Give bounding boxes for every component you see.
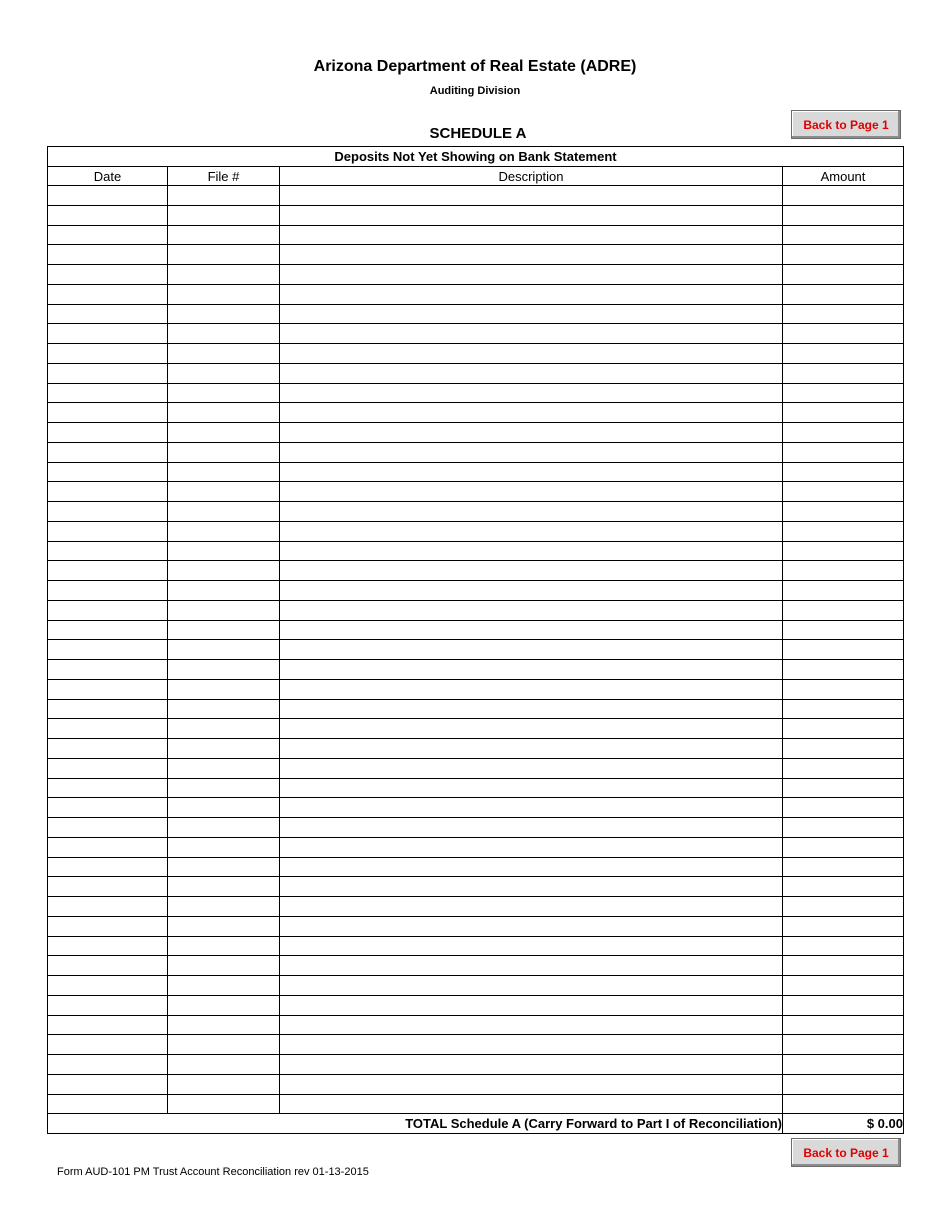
file-number-cell[interactable] [168, 245, 280, 265]
description-cell[interactable] [280, 245, 783, 265]
file-number-cell[interactable] [168, 916, 280, 936]
description-cell[interactable] [280, 699, 783, 719]
table-row [48, 423, 904, 443]
amount-cell[interactable] [783, 1055, 904, 1075]
table-row [48, 739, 904, 759]
table-row [48, 482, 904, 502]
description-cell[interactable] [280, 284, 783, 304]
file-number-cell[interactable] [168, 1015, 280, 1035]
division-subtitle: Auditing Division [429, 85, 521, 97]
description-cell[interactable] [280, 640, 783, 660]
date-cell[interactable] [48, 660, 168, 680]
table-row [48, 600, 904, 620]
file-number-cell[interactable] [168, 225, 280, 245]
amount-cell[interactable] [783, 581, 904, 601]
file-number-cell[interactable] [168, 462, 280, 482]
table-body [48, 186, 904, 1114]
file-number-cell[interactable] [168, 956, 280, 976]
table-row [48, 225, 904, 245]
date-cell[interactable] [48, 442, 168, 462]
amount-cell[interactable] [783, 423, 904, 443]
table-row [48, 818, 904, 838]
file-number-cell[interactable] [168, 995, 280, 1015]
table-row [48, 403, 904, 423]
date-cell[interactable] [48, 245, 168, 265]
table-row [48, 640, 904, 660]
description-cell[interactable] [280, 976, 783, 996]
table-row [48, 205, 904, 225]
description-cell[interactable] [280, 423, 783, 443]
description-cell[interactable] [280, 1055, 783, 1075]
file-number-cell[interactable] [168, 383, 280, 403]
description-cell[interactable] [280, 1015, 783, 1035]
date-cell[interactable] [48, 778, 168, 798]
column-header-file-number: File # [168, 167, 280, 186]
amount-cell[interactable] [783, 521, 904, 541]
description-cell[interactable] [280, 1074, 783, 1094]
file-number-cell[interactable] [168, 837, 280, 857]
description-cell[interactable] [280, 482, 783, 502]
description-cell[interactable] [280, 1035, 783, 1055]
description-cell[interactable] [280, 186, 783, 206]
file-number-cell[interactable] [168, 798, 280, 818]
amount-cell[interactable] [783, 778, 904, 798]
file-number-cell[interactable] [168, 620, 280, 640]
amount-cell[interactable] [783, 818, 904, 838]
date-cell[interactable] [48, 837, 168, 857]
amount-cell[interactable] [783, 620, 904, 640]
amount-cell[interactable] [783, 304, 904, 324]
table-row [48, 1094, 904, 1114]
date-cell[interactable] [48, 719, 168, 739]
table-row [48, 462, 904, 482]
date-cell[interactable] [48, 976, 168, 996]
table-row [48, 976, 904, 996]
table-row [48, 1074, 904, 1094]
date-cell[interactable] [48, 679, 168, 699]
form-footer: Form AUD-101 PM Trust Account Reconciliation rev 01-13-2015 [57, 1166, 369, 1178]
table-row [48, 344, 904, 364]
description-cell[interactable] [280, 679, 783, 699]
description-cell[interactable] [280, 1094, 783, 1114]
table-row [48, 936, 904, 956]
amount-cell[interactable] [783, 1074, 904, 1094]
date-cell[interactable] [48, 186, 168, 206]
file-number-cell[interactable] [168, 442, 280, 462]
file-number-cell[interactable] [168, 877, 280, 897]
table-row [48, 857, 904, 877]
amount-cell[interactable] [783, 284, 904, 304]
amount-cell[interactable] [783, 502, 904, 522]
table-row [48, 877, 904, 897]
table-row [48, 541, 904, 561]
file-number-cell[interactable] [168, 758, 280, 778]
file-number-cell[interactable] [168, 739, 280, 759]
description-cell[interactable] [280, 383, 783, 403]
description-cell[interactable] [280, 857, 783, 877]
file-number-cell[interactable] [168, 186, 280, 206]
schedule-a-table [47, 146, 904, 1134]
amount-cell[interactable] [783, 916, 904, 936]
amount-cell[interactable] [783, 837, 904, 857]
amount-cell[interactable] [783, 482, 904, 502]
amount-cell[interactable] [783, 403, 904, 423]
table-row [48, 1035, 904, 1055]
date-cell[interactable] [48, 1094, 168, 1114]
file-number-cell[interactable] [168, 1094, 280, 1114]
date-cell[interactable] [48, 857, 168, 877]
file-number-cell[interactable] [168, 778, 280, 798]
table-row [48, 995, 904, 1015]
amount-cell[interactable] [783, 1035, 904, 1055]
description-cell[interactable] [280, 363, 783, 383]
table-row [48, 265, 904, 285]
amount-cell[interactable] [783, 798, 904, 818]
total-amount: $ 0.00 [783, 1114, 904, 1134]
date-cell[interactable] [48, 521, 168, 541]
table-row [48, 324, 904, 344]
description-cell[interactable] [280, 462, 783, 482]
table-row [48, 758, 904, 778]
description-cell[interactable] [280, 442, 783, 462]
description-cell[interactable] [280, 916, 783, 936]
file-number-cell[interactable] [168, 1074, 280, 1094]
amount-cell[interactable] [783, 976, 904, 996]
amount-cell[interactable] [783, 561, 904, 581]
file-number-cell[interactable] [168, 976, 280, 996]
amount-cell[interactable] [783, 205, 904, 225]
table-row [48, 719, 904, 739]
file-number-cell[interactable] [168, 600, 280, 620]
description-cell[interactable] [280, 225, 783, 245]
amount-cell[interactable] [783, 442, 904, 462]
description-cell[interactable] [280, 778, 783, 798]
date-cell[interactable] [48, 1035, 168, 1055]
description-cell[interactable] [280, 541, 783, 561]
file-number-cell[interactable] [168, 304, 280, 324]
back-to-page-1-button-bottom[interactable]: Back to Page 1 [791, 1138, 901, 1167]
table-row [48, 581, 904, 601]
table-row [48, 798, 904, 818]
table-row [48, 245, 904, 265]
table-row [48, 699, 904, 719]
description-cell[interactable] [280, 600, 783, 620]
table-row [48, 561, 904, 581]
description-cell[interactable] [280, 581, 783, 601]
date-cell[interactable] [48, 1074, 168, 1094]
table-row [48, 502, 904, 522]
date-cell[interactable] [48, 344, 168, 364]
description-cell[interactable] [280, 660, 783, 680]
column-header-date: Date [48, 167, 168, 186]
date-cell[interactable] [48, 304, 168, 324]
amount-cell[interactable] [783, 897, 904, 917]
date-cell[interactable] [48, 541, 168, 561]
file-number-cell[interactable] [168, 363, 280, 383]
description-cell[interactable] [280, 304, 783, 324]
date-cell[interactable] [48, 383, 168, 403]
file-number-cell[interactable] [168, 897, 280, 917]
file-number-cell[interactable] [168, 719, 280, 739]
description-cell[interactable] [280, 502, 783, 522]
file-number-cell[interactable] [168, 521, 280, 541]
column-header-amount: Amount [783, 167, 904, 186]
amount-cell[interactable] [783, 679, 904, 699]
amount-cell[interactable] [783, 186, 904, 206]
date-cell[interactable] [48, 620, 168, 640]
amount-cell[interactable] [783, 1015, 904, 1035]
date-cell[interactable] [48, 423, 168, 443]
amount-cell[interactable] [783, 363, 904, 383]
description-cell[interactable] [280, 521, 783, 541]
file-number-cell[interactable] [168, 541, 280, 561]
date-cell[interactable] [48, 581, 168, 601]
table-row [48, 660, 904, 680]
table-row [48, 679, 904, 699]
file-number-cell[interactable] [168, 640, 280, 660]
amount-cell[interactable] [783, 699, 904, 719]
file-number-cell[interactable] [168, 344, 280, 364]
amount-cell[interactable] [783, 383, 904, 403]
date-cell[interactable] [48, 284, 168, 304]
date-cell[interactable] [48, 225, 168, 245]
table-caption: Deposits Not Yet Showing on Bank Statement [48, 147, 904, 167]
file-number-cell[interactable] [168, 660, 280, 680]
description-cell[interactable] [280, 897, 783, 917]
date-cell[interactable] [48, 995, 168, 1015]
file-number-cell[interactable] [168, 423, 280, 443]
amount-cell[interactable] [783, 245, 904, 265]
amount-cell[interactable] [783, 660, 904, 680]
file-number-cell[interactable] [168, 502, 280, 522]
description-cell[interactable] [280, 956, 783, 976]
description-cell[interactable] [280, 324, 783, 344]
table-row [48, 521, 904, 541]
file-number-cell[interactable] [168, 1055, 280, 1075]
date-cell[interactable] [48, 936, 168, 956]
total-label: TOTAL Schedule A (Carry Forward to Part I of Reconciliation) [48, 1114, 783, 1134]
date-cell[interactable] [48, 1015, 168, 1035]
amount-cell[interactable] [783, 225, 904, 245]
file-number-cell[interactable] [168, 857, 280, 877]
amount-cell[interactable] [783, 995, 904, 1015]
column-header-description: Description [280, 167, 783, 186]
file-number-cell[interactable] [168, 324, 280, 344]
table-row [48, 186, 904, 206]
table-row [48, 383, 904, 403]
file-number-cell[interactable] [168, 818, 280, 838]
file-number-cell[interactable] [168, 1035, 280, 1055]
date-cell[interactable] [48, 739, 168, 759]
date-cell[interactable] [48, 324, 168, 344]
schedule-title: SCHEDULE A [429, 125, 527, 142]
description-cell[interactable] [280, 758, 783, 778]
description-cell[interactable] [280, 561, 783, 581]
table-row [48, 778, 904, 798]
description-cell[interactable] [280, 205, 783, 225]
date-cell[interactable] [48, 916, 168, 936]
description-cell[interactable] [280, 995, 783, 1015]
date-cell[interactable] [48, 818, 168, 838]
table-row [48, 284, 904, 304]
description-cell[interactable] [280, 719, 783, 739]
date-cell[interactable] [48, 600, 168, 620]
description-cell[interactable] [280, 798, 783, 818]
description-cell[interactable] [280, 837, 783, 857]
file-number-cell[interactable] [168, 403, 280, 423]
date-cell[interactable] [48, 502, 168, 522]
amount-cell[interactable] [783, 462, 904, 482]
date-cell[interactable] [48, 798, 168, 818]
date-cell[interactable] [48, 403, 168, 423]
amount-cell[interactable] [783, 344, 904, 364]
description-cell[interactable] [280, 818, 783, 838]
description-cell[interactable] [280, 620, 783, 640]
description-cell[interactable] [280, 265, 783, 285]
table-row [48, 1055, 904, 1075]
date-cell[interactable] [48, 482, 168, 502]
description-cell[interactable] [280, 936, 783, 956]
date-cell[interactable] [48, 1055, 168, 1075]
amount-cell[interactable] [783, 1094, 904, 1114]
amount-cell[interactable] [783, 956, 904, 976]
amount-cell[interactable] [783, 739, 904, 759]
back-to-page-1-button-top[interactable]: Back to Page 1 [791, 110, 901, 139]
total-row [48, 1114, 904, 1134]
date-cell[interactable] [48, 877, 168, 897]
date-cell[interactable] [48, 897, 168, 917]
table-row [48, 1015, 904, 1035]
amount-cell[interactable] [783, 857, 904, 877]
date-cell[interactable] [48, 265, 168, 285]
amount-cell[interactable] [783, 541, 904, 561]
organization-title: Arizona Department of Real Estate (ADRE) [313, 58, 637, 75]
amount-cell[interactable] [783, 265, 904, 285]
file-number-cell[interactable] [168, 561, 280, 581]
table-row [48, 620, 904, 640]
date-cell[interactable] [48, 561, 168, 581]
description-cell[interactable] [280, 403, 783, 423]
file-number-cell[interactable] [168, 205, 280, 225]
date-cell[interactable] [48, 758, 168, 778]
file-number-cell[interactable] [168, 482, 280, 502]
date-cell[interactable] [48, 699, 168, 719]
table-row [48, 916, 904, 936]
file-number-cell[interactable] [168, 936, 280, 956]
date-cell[interactable] [48, 462, 168, 482]
amount-cell[interactable] [783, 758, 904, 778]
description-cell[interactable] [280, 739, 783, 759]
date-cell[interactable] [48, 956, 168, 976]
file-number-cell[interactable] [168, 699, 280, 719]
amount-cell[interactable] [783, 936, 904, 956]
date-cell[interactable] [48, 205, 168, 225]
table-row [48, 442, 904, 462]
amount-cell[interactable] [783, 600, 904, 620]
table-row [48, 956, 904, 976]
table-row [48, 363, 904, 383]
file-number-cell[interactable] [168, 581, 280, 601]
amount-cell[interactable] [783, 877, 904, 897]
amount-cell[interactable] [783, 640, 904, 660]
file-number-cell[interactable] [168, 265, 280, 285]
file-number-cell[interactable] [168, 679, 280, 699]
table-row [48, 304, 904, 324]
date-cell[interactable] [48, 640, 168, 660]
table-row [48, 837, 904, 857]
description-cell[interactable] [280, 877, 783, 897]
amount-cell[interactable] [783, 719, 904, 739]
file-number-cell[interactable] [168, 284, 280, 304]
amount-cell[interactable] [783, 324, 904, 344]
date-cell[interactable] [48, 363, 168, 383]
description-cell[interactable] [280, 344, 783, 364]
table-row [48, 897, 904, 917]
